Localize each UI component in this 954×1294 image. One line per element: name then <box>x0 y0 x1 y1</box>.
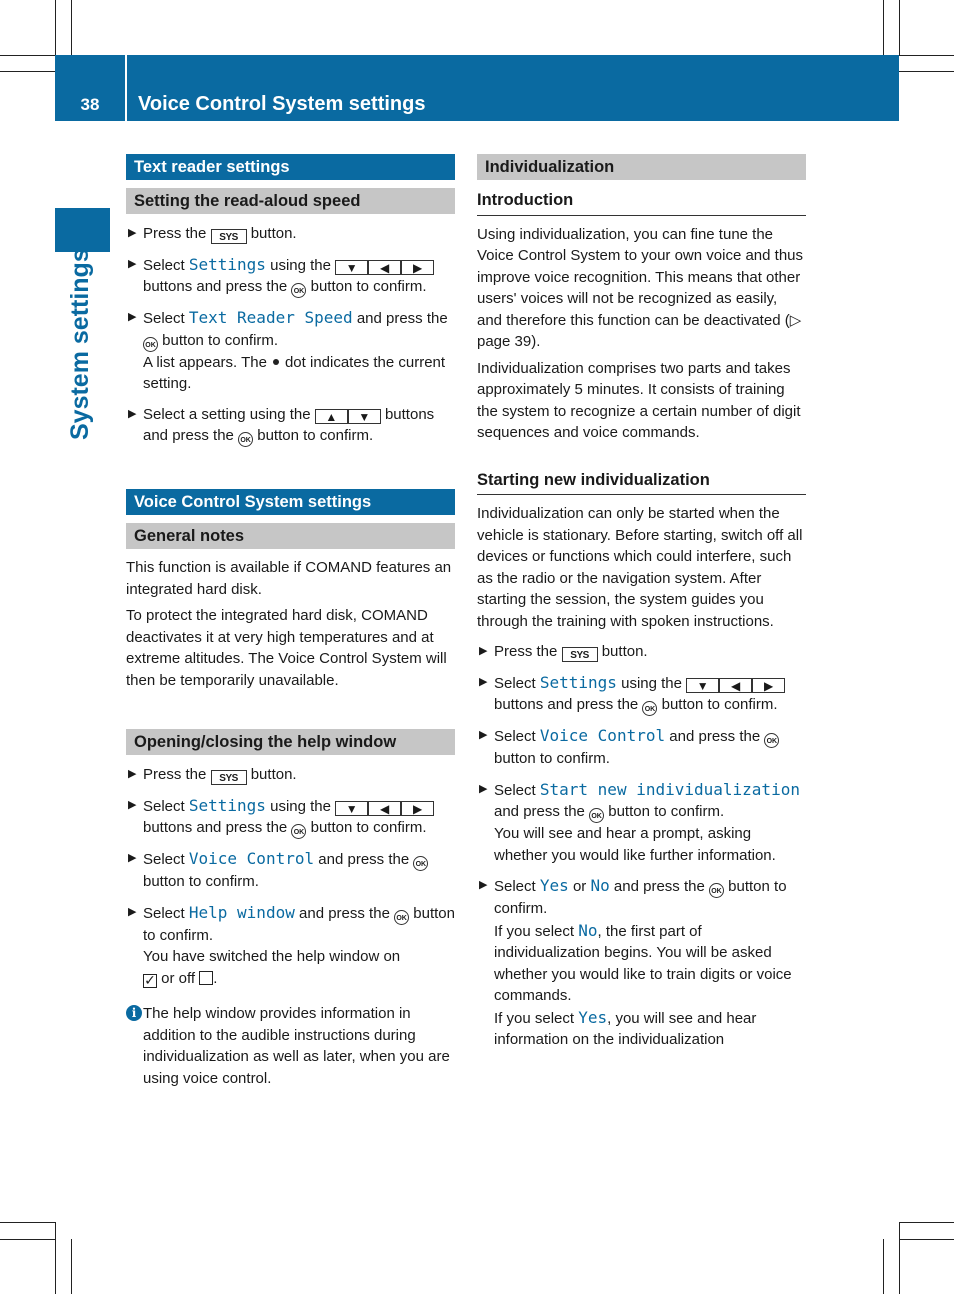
instruction-step: ▶ Select Start new individualization and press the OK button to confirm. You will see and hear a prompt, asking whether you would like further information. <box>479 779 800 864</box>
page-title: Voice Control System settings <box>138 93 426 115</box>
paragraph: To protect the integrated hard disk, COMAND deactivates it at very high temperatures and at extreme altitudes. The Voice Control System will then be temporarily unavailable. <box>126 607 447 689</box>
menu-item-voice-control: Voice Control <box>188 849 315 868</box>
sys-key-icon: SYS <box>562 647 598 662</box>
step-arrow-icon: ▶ <box>128 768 137 780</box>
crop-mark <box>0 1239 55 1240</box>
side-section-label: System settings <box>66 248 94 440</box>
menu-item-settings: Settings <box>539 672 617 692</box>
right-key-icon: ▶ <box>401 260 434 275</box>
step-arrow-icon: ▶ <box>128 227 137 239</box>
menu-item-settings: Settings <box>188 795 266 815</box>
crop-mark <box>899 71 954 72</box>
crop-mark <box>71 1239 72 1294</box>
down-key-icon: ▼ <box>348 409 381 424</box>
info-note: i The help window provides information in addition to the audible instructions during individualization as well as later, when you are using voice control. <box>126 1003 455 1089</box>
ok-button-icon: OK <box>291 824 306 839</box>
left-key-icon: ◀ <box>368 801 401 816</box>
paragraph: Individualization can only be started when the vehicle is stationary. Before starting, switch off all devices or functions which could interfere, such as the radio or the navigation system. After starting the session, the system guides you through the training with spoken instructions. <box>477 505 803 630</box>
ok-button-icon: OK <box>413 856 428 871</box>
step-arrow-icon: ▶ <box>479 782 488 795</box>
subheading-starting-individualization: Starting new individualization <box>477 470 806 496</box>
section-heading-voice-control: Voice Control System settings <box>126 489 455 515</box>
step-arrow-icon: ▶ <box>128 257 137 270</box>
crop-mark <box>55 1222 56 1294</box>
left-key-icon: ◀ <box>368 260 401 275</box>
ok-button-icon: OK <box>291 283 306 298</box>
instruction-step: ▶ Select Text Reader Speed and press the OK button to confirm. A list appears. The dot indicates the current setting. <box>128 308 448 392</box>
step-arrow-icon: ▶ <box>479 879 488 891</box>
crop-mark <box>899 1239 954 1240</box>
step-arrow-icon: ▶ <box>128 905 137 918</box>
ok-button-icon: OK <box>143 337 158 352</box>
subsection-heading-general-notes: General notes <box>126 523 455 549</box>
left-column <box>126 154 455 1089</box>
subheading-introduction: Introduction <box>477 190 806 216</box>
paragraph: This function is available if COMAND features an integrated hard disk. <box>126 559 452 598</box>
crop-mark <box>0 1222 55 1223</box>
menu-item-help-window: Help window <box>188 902 295 922</box>
down-key-icon: ▼ <box>686 678 719 693</box>
down-key-icon: ▼ <box>335 260 368 275</box>
section-heading-text-reader: Text reader settings <box>126 154 455 180</box>
crop-mark <box>55 0 56 55</box>
right-key-icon: ▶ <box>752 678 785 693</box>
paragraph: Individualization comprises two parts and takes approximately 5 minutes. It consists of training the system to recognize a certain number of digit sequences and voice commands. <box>477 359 801 441</box>
crop-mark <box>0 71 55 72</box>
selection-dot-icon <box>273 359 279 365</box>
crop-mark <box>899 1222 900 1294</box>
ok-button-icon: OK <box>238 432 253 447</box>
ok-button-icon: OK <box>589 808 604 823</box>
instruction-step: ▶ Select Settings using the ▼ ◀ ▶ buttons and press the OK button to confirm. <box>126 254 455 299</box>
right-key-icon: ▶ <box>401 801 434 816</box>
crop-mark <box>883 0 884 55</box>
instruction-step: ▶ Select Help window and press the OK button to confirm. You have switched the help window on ✓ or off . <box>128 902 455 988</box>
menu-item-yes: Yes <box>578 1007 608 1027</box>
instruction-step: ▶ Select Voice Control and press the OK button to confirm. <box>477 725 806 770</box>
menu-item-settings: Settings <box>188 254 266 274</box>
right-column <box>477 154 806 1060</box>
instruction-step: ▶ Select Voice Control and press the OK button to confirm. <box>126 848 455 893</box>
left-key-icon: ◀ <box>719 678 752 693</box>
instruction-step: ▶ Select Settings using the ▼ ◀ ▶ buttons and press the OK button to confirm. <box>477 672 806 717</box>
instruction-step: ▶ Press the SYS button. <box>128 225 297 243</box>
instruction-step: ▶ Select Yes or No and press the OK button to confirm. If you select No, the first part of individualization begins. You will be asked whether you would like to train digits or voice commands. If you select Yes, you will see and hear information on the individualization <box>479 876 792 1048</box>
subsection-heading-help-window: Opening/closing the help window <box>126 729 455 755</box>
page-number: 38 <box>80 95 100 114</box>
step-arrow-icon: ▶ <box>128 407 137 420</box>
step-arrow-icon: ▶ <box>128 798 137 811</box>
sys-key-icon: SYS <box>211 770 247 785</box>
crop-mark <box>899 55 954 56</box>
ok-button-icon: OK <box>709 883 724 898</box>
menu-item-no: No <box>578 920 598 940</box>
checkbox-checked-icon: ✓ <box>144 971 156 988</box>
up-key-icon: ▲ <box>315 409 348 424</box>
crop-mark <box>899 1222 954 1223</box>
instruction-step: ▶ Press the SYS button. <box>479 643 648 661</box>
instruction-step: ▶ Select Settings using the ▼ ◀ ▶ buttons and press the OK button to confirm. <box>126 795 455 840</box>
page-header <box>55 55 899 121</box>
menu-item-no: No <box>590 876 610 895</box>
crop-mark <box>0 55 55 56</box>
menu-item-text-reader-speed: Text Reader Speed <box>188 308 353 327</box>
down-key-icon: ▼ <box>335 801 368 816</box>
info-icon: i <box>126 1005 142 1021</box>
crop-mark <box>71 0 72 55</box>
crop-mark <box>883 1239 884 1294</box>
step-arrow-icon: ▶ <box>128 311 137 323</box>
sys-key-icon: SYS <box>211 229 247 244</box>
step-arrow-icon: ▶ <box>479 675 488 688</box>
menu-item-voice-control: Voice Control <box>539 726 666 745</box>
menu-item-yes: Yes <box>539 876 569 895</box>
step-arrow-icon: ▶ <box>479 645 488 657</box>
step-arrow-icon: ▶ <box>479 729 488 741</box>
page-ref-arrow-icon: ▷ <box>789 311 802 329</box>
checkbox-empty-icon <box>199 971 213 985</box>
instruction-step: ▶ Press the SYS button. <box>128 766 297 784</box>
crop-mark <box>899 0 900 55</box>
menu-item-start-new-individualization: Start new individualization <box>539 779 800 799</box>
paragraph: Using individualization, you can fine tune the Voice Control System to your own voice and thus improve voice recognition. This means that other users' voices will not be recognized as easily, and therefore this function can be deactivated (▷ page 39). <box>477 225 804 350</box>
section-heading-individualization: Individualization <box>477 154 806 180</box>
ok-button-icon: OK <box>764 733 779 748</box>
header-divider <box>125 55 127 121</box>
step-arrow-icon: ▶ <box>128 852 137 864</box>
ok-button-icon: OK <box>394 910 409 925</box>
ok-button-icon: OK <box>642 701 657 716</box>
subsection-heading-read-aloud-speed: Setting the read-aloud speed <box>126 188 455 214</box>
instruction-step: ▶ Select a setting using the ▲ ▼ buttons and press the OK button to confirm. <box>126 404 455 448</box>
